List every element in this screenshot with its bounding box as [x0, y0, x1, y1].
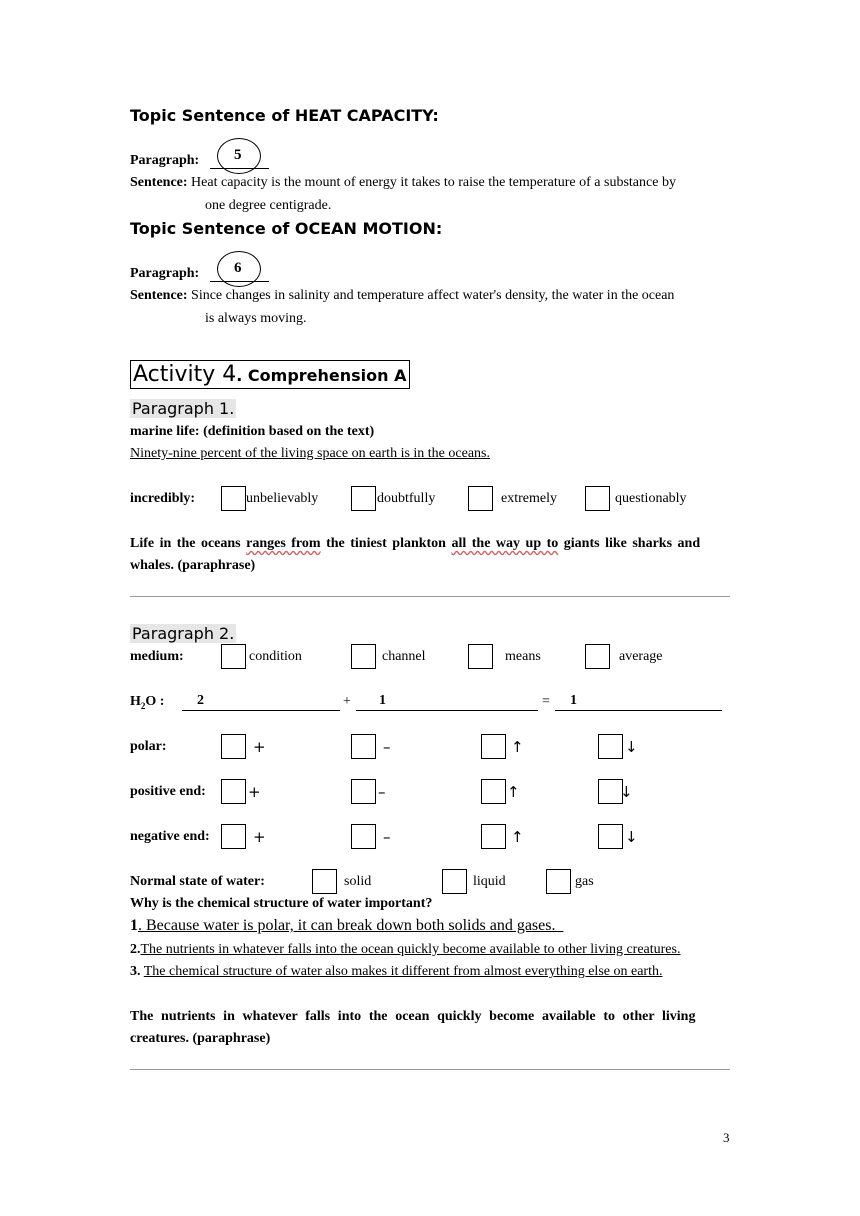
heat-capacity-title: Topic Sentence of HEAT CAPACITY:: [130, 106, 439, 125]
state-option: gas: [575, 874, 594, 889]
option-checkbox[interactable]: [598, 734, 623, 759]
paraphrase-question-2: The nutrients in whatever falls into the ocean quickly become available to other living: [130, 1009, 696, 1024]
plus-symbol: +: [248, 783, 261, 801]
ocean-paragraph-label: Paragraph:: [130, 266, 200, 281]
up-arrow-icon: ↑: [507, 783, 520, 801]
heat-sentence-label: Sentence:: [130, 175, 188, 190]
heat-paragraph-number: 5: [234, 147, 242, 163]
medium-option: means: [505, 649, 541, 664]
up-arrow-icon: ↑: [511, 738, 524, 756]
up-arrow-icon: ↑: [511, 828, 524, 846]
state-option: liquid: [473, 874, 506, 889]
h2o-blank-2[interactable]: [356, 710, 538, 711]
option-checkbox[interactable]: [442, 869, 467, 894]
down-arrow-icon: ↓: [620, 783, 633, 801]
option-checkbox[interactable]: [351, 734, 376, 759]
medium-option: average: [619, 649, 663, 664]
option-checkbox[interactable]: [221, 644, 246, 669]
option-checkbox[interactable]: [468, 486, 493, 511]
option-checkbox[interactable]: [312, 869, 337, 894]
paraphrase-question-2-line2: creatures. (paraphrase): [130, 1031, 271, 1046]
option-checkbox[interactable]: [221, 486, 246, 511]
text-run: H: [130, 694, 141, 709]
state-option: solid: [344, 874, 372, 889]
plus-sign: +: [343, 694, 351, 709]
answer-text: . Because water is polar, it can break down both solids and gases.: [138, 917, 556, 934]
heat-sentence-line1: Heat capacity is the mount of energy it takes to raise the temperature of a substance by: [191, 175, 676, 190]
minus-symbol: –: [383, 828, 391, 846]
option-checkbox[interactable]: [221, 734, 246, 759]
option-checkbox[interactable]: [221, 779, 246, 804]
text-run: O :: [145, 694, 165, 709]
normal-state-label: Normal state of water:: [130, 874, 265, 889]
ocean-sentence-line1: Since changes in salinity and temperature affect water's density, the water in the ocean: [191, 288, 675, 303]
option-checkbox[interactable]: [598, 824, 623, 849]
polar-label: polar:: [130, 739, 167, 754]
h2o-answer-3: 1: [570, 693, 577, 708]
down-arrow-icon: ↓: [625, 828, 638, 846]
option-checkbox[interactable]: [546, 869, 571, 894]
option-checkbox[interactable]: [481, 824, 506, 849]
text-run: 2: [140, 700, 146, 711]
option-checkbox[interactable]: [481, 734, 506, 759]
positive-end-label: positive end:: [130, 784, 206, 799]
paragraph-1-heading: Paragraph 1.: [132, 399, 235, 418]
text-run: all the way up to: [451, 536, 559, 551]
h2o-blank-3[interactable]: [555, 710, 722, 711]
ocean-motion-title: Topic Sentence of OCEAN MOTION:: [130, 219, 443, 238]
medium-option: condition: [249, 649, 302, 664]
ocean-sentence: [130, 288, 674, 304]
page-number: 3: [723, 1130, 730, 1145]
option-checkbox[interactable]: [351, 486, 376, 511]
activity-title: Activity 4: [133, 362, 237, 387]
ocean-sentence-label: Sentence:: [130, 288, 188, 303]
answer-text: The nutrients in whatever falls into the ocean quickly become available to other living creatures.: [140, 942, 681, 957]
minus-symbol: –: [383, 738, 391, 756]
option-checkbox[interactable]: [468, 644, 493, 669]
minus-symbol: –: [378, 783, 386, 801]
option-checkbox[interactable]: [351, 779, 376, 804]
paragraph-2-heading: Paragraph 2.: [132, 624, 235, 643]
option-checkbox[interactable]: [351, 824, 376, 849]
marine-life-answer: Ninety-nine percent of the living space on earth is in the oceans.: [130, 446, 490, 461]
activity-subtitle: . Comprehension A: [236, 366, 407, 385]
incredibly-option: questionably: [615, 491, 687, 506]
down-arrow-icon: ↓: [625, 738, 638, 756]
h2o-answer-1: 2: [197, 693, 204, 708]
option-checkbox[interactable]: [481, 779, 506, 804]
answer-3: [130, 964, 662, 980]
incredibly-option: extremely: [501, 491, 557, 506]
incredibly-option: unbelievably: [246, 491, 319, 506]
answer-number: 3.: [130, 964, 141, 979]
answer-line[interactable]: [130, 1069, 730, 1070]
text-run: the tiniest plankton: [320, 536, 452, 551]
paraphrase-question-1-line2: whales. (paraphrase): [130, 558, 256, 573]
answer-2: [130, 942, 680, 958]
activity-heading: [130, 360, 410, 389]
option-checkbox[interactable]: [221, 824, 246, 849]
plus-symbol: +: [253, 738, 266, 756]
plus-symbol: +: [253, 828, 266, 846]
text-run: ranges from: [246, 536, 321, 551]
heat-sentence-line2: one degree centigrade.: [205, 198, 332, 213]
answer-number: 1: [130, 917, 138, 934]
incredibly-label: incredibly:: [130, 491, 196, 506]
negative-end-label: negative end:: [130, 829, 210, 844]
incredibly-option: doubtfully: [377, 491, 436, 506]
answer-text: The chemical structure of water also makes it different from almost everything else on earth.: [143, 964, 663, 979]
h2o-blank-1[interactable]: [182, 710, 340, 711]
h2o-answer-2: 1: [379, 693, 386, 708]
why-question: Why is the chemical structure of water important?: [130, 896, 433, 911]
ocean-paragraph-number: 6: [234, 260, 242, 276]
answer-line[interactable]: [130, 596, 730, 597]
heat-paragraph-label: Paragraph:: [130, 153, 200, 168]
option-checkbox[interactable]: [351, 644, 376, 669]
medium-label: medium:: [130, 649, 184, 664]
option-checkbox[interactable]: [585, 644, 610, 669]
equals-sign: =: [542, 694, 550, 709]
text-run: Life in the oceans: [130, 536, 247, 551]
medium-option: channel: [382, 649, 426, 664]
paraphrase-question-1: [130, 536, 700, 552]
marine-life-label: marine life: (definition based on the text): [130, 424, 375, 439]
ocean-sentence-line2: is always moving.: [205, 311, 307, 326]
option-checkbox[interactable]: [585, 486, 610, 511]
text-run: giants like sharks and: [558, 536, 701, 551]
heat-sentence: [130, 175, 676, 191]
answer-1: [130, 917, 563, 935]
answer-number: 2.: [130, 942, 141, 957]
h2o-label: [130, 694, 164, 711]
